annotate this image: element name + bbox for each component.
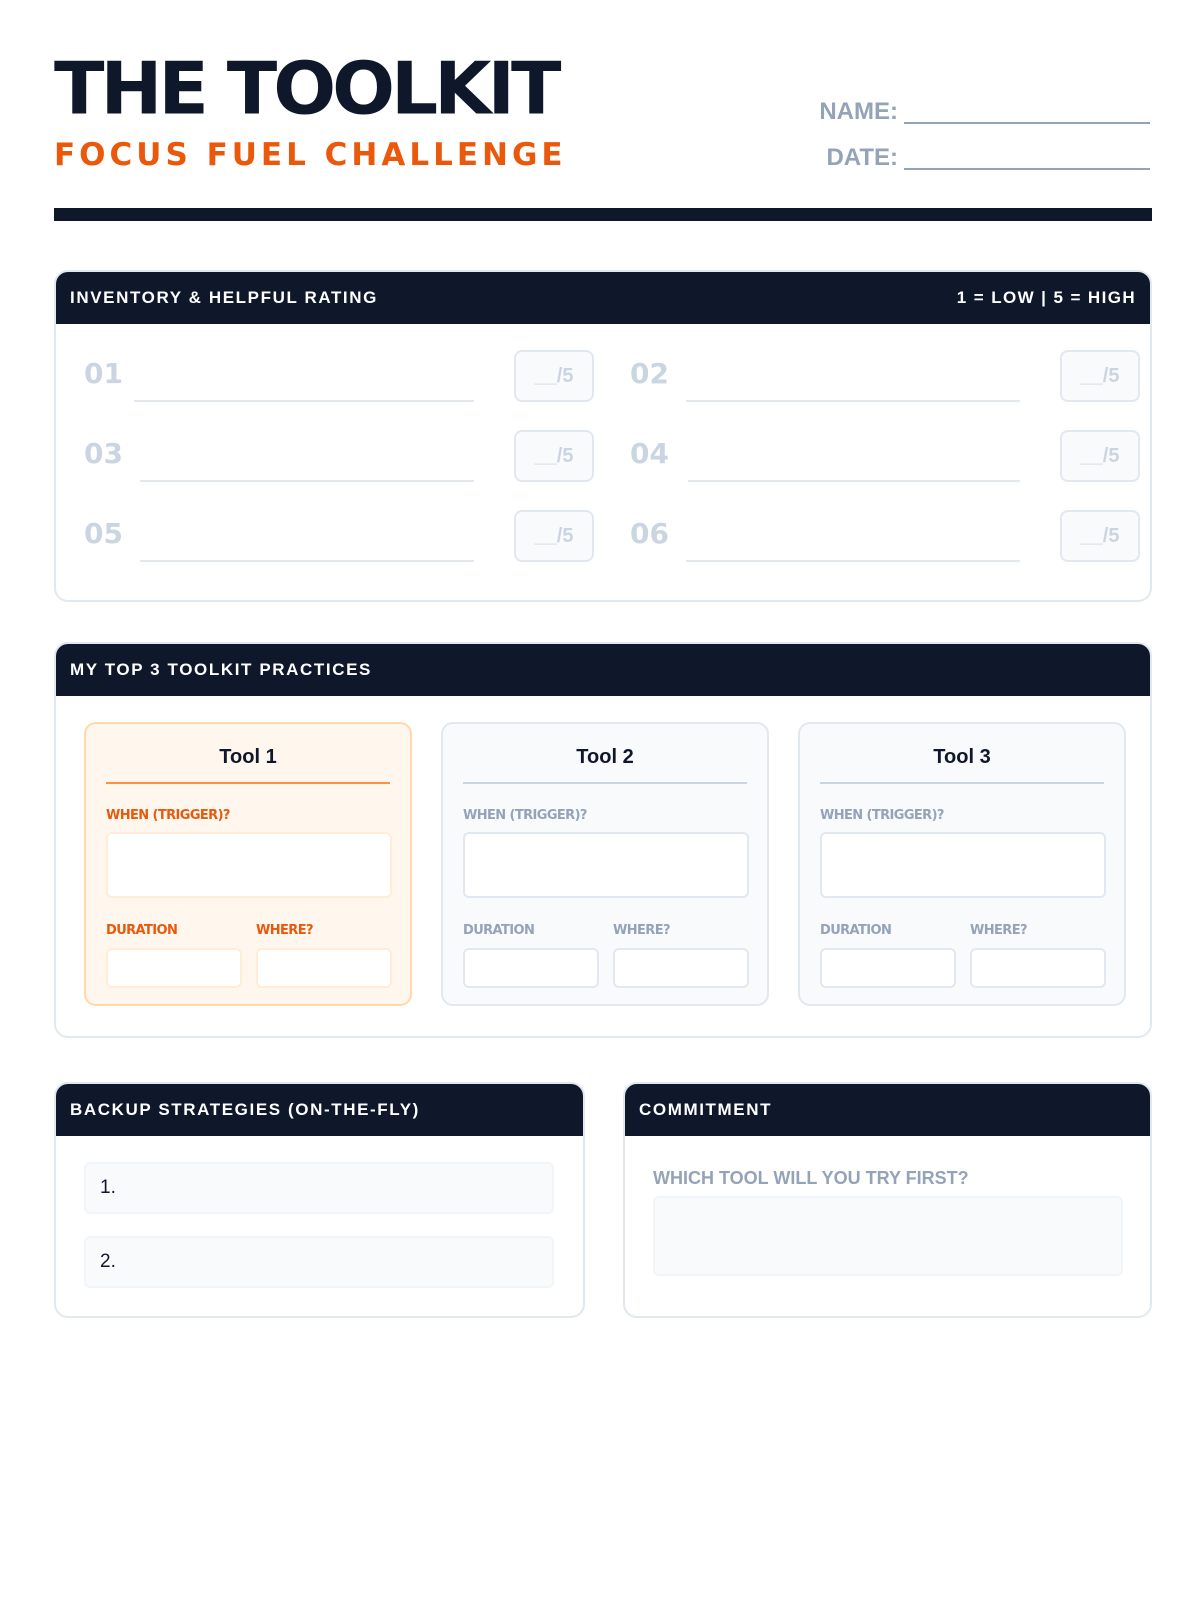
top-practices-section — [54, 642, 1152, 1038]
commitment-answer-field[interactable] — [653, 1196, 1123, 1276]
item-number: 03 — [84, 437, 123, 470]
where-input[interactable] — [256, 948, 392, 988]
date-label: DATE: — [826, 144, 898, 171]
practices-header — [56, 644, 1150, 696]
commitment-title: COMMITMENT — [639, 1100, 773, 1119]
trigger-input[interactable] — [463, 832, 749, 898]
where-label: WHERE? — [613, 923, 670, 938]
inventory-item-05 — [84, 510, 594, 562]
item-write-line[interactable] — [688, 480, 1020, 482]
commitment-question: WHICH TOOL WILL YOU TRY FIRST? — [653, 1168, 969, 1188]
item-number: 06 — [630, 517, 669, 550]
backup-item-2[interactable]: 2. — [84, 1236, 554, 1288]
tool-card-3 — [798, 722, 1126, 1006]
inventory-item-02 — [630, 350, 1140, 402]
commitment-header — [625, 1084, 1150, 1136]
inventory-header — [56, 272, 1150, 324]
inventory-item-06 — [630, 510, 1140, 562]
inventory-item-04 — [630, 430, 1140, 482]
tool-card-1 — [84, 722, 412, 1006]
backup-item-1[interactable]: 1. — [84, 1162, 554, 1214]
where-label: WHERE? — [256, 923, 313, 938]
where-input[interactable] — [613, 948, 749, 988]
duration-label: DURATION — [106, 923, 178, 938]
trigger-label: WHEN (TRIGGER)? — [820, 808, 944, 823]
page-subtitle: FOCUS FUEL CHALLENGE — [54, 137, 567, 173]
name-row — [810, 78, 1150, 124]
backup-title: BACKUP STRATEGIES (ON-THE-FLY) — [70, 1100, 420, 1119]
item-write-line[interactable] — [686, 560, 1020, 562]
backup-strategies-section — [54, 1082, 585, 1318]
tool-divider — [463, 782, 747, 784]
tool-divider — [820, 782, 1104, 784]
item-rating-box[interactable]: __/5 — [514, 510, 594, 562]
name-field[interactable] — [904, 102, 1150, 124]
item-rating-box[interactable]: __/5 — [1060, 430, 1140, 482]
item-rating-box[interactable]: __/5 — [1060, 350, 1140, 402]
inventory-item-01 — [84, 350, 594, 402]
backup-header — [56, 1084, 583, 1136]
item-write-line[interactable] — [686, 400, 1020, 402]
tool-name: Tool 1 — [219, 746, 277, 768]
header-divider — [54, 208, 1152, 221]
item-rating-box[interactable]: __/5 — [514, 430, 594, 482]
duration-input[interactable] — [106, 948, 242, 988]
practices-title: MY TOP 3 TOOLKIT PRACTICES — [70, 660, 372, 679]
name-date-block — [810, 78, 1150, 170]
trigger-input[interactable] — [106, 832, 392, 898]
trigger-input[interactable] — [820, 832, 1106, 898]
inventory-title: INVENTORY & HELPFUL RATING — [70, 288, 378, 307]
tool-name: Tool 3 — [933, 746, 991, 768]
date-row — [810, 124, 1150, 170]
item-rating-box[interactable]: __/5 — [1060, 510, 1140, 562]
rating-scale-note: 1 = LOW | 5 = HIGH — [956, 288, 1136, 307]
item-number: 02 — [630, 357, 669, 390]
item-number: 05 — [84, 517, 123, 550]
item-rating-box[interactable]: __/5 — [514, 350, 594, 402]
item-number: 04 — [630, 437, 669, 470]
item-write-line[interactable] — [140, 480, 474, 482]
commitment-section — [623, 1082, 1152, 1318]
name-label: NAME: — [819, 98, 898, 125]
item-write-line[interactable] — [140, 560, 474, 562]
trigger-label: WHEN (TRIGGER)? — [463, 808, 587, 823]
inventory-item-03 — [84, 430, 594, 482]
item-write-line[interactable] — [134, 400, 474, 402]
duration-label: DURATION — [463, 923, 535, 938]
duration-input[interactable] — [463, 948, 599, 988]
trigger-label: WHEN (TRIGGER)? — [106, 808, 230, 823]
inventory-section — [54, 270, 1152, 602]
tool-divider — [106, 782, 390, 784]
where-label: WHERE? — [970, 923, 1027, 938]
tool-name: Tool 2 — [576, 746, 634, 768]
date-field[interactable] — [904, 148, 1150, 170]
page-title: THE TOOLKIT — [54, 46, 558, 132]
duration-label: DURATION — [820, 923, 892, 938]
duration-input[interactable] — [820, 948, 956, 988]
tool-card-2 — [441, 722, 769, 1006]
item-number: 01 — [84, 357, 123, 390]
where-input[interactable] — [970, 948, 1106, 988]
